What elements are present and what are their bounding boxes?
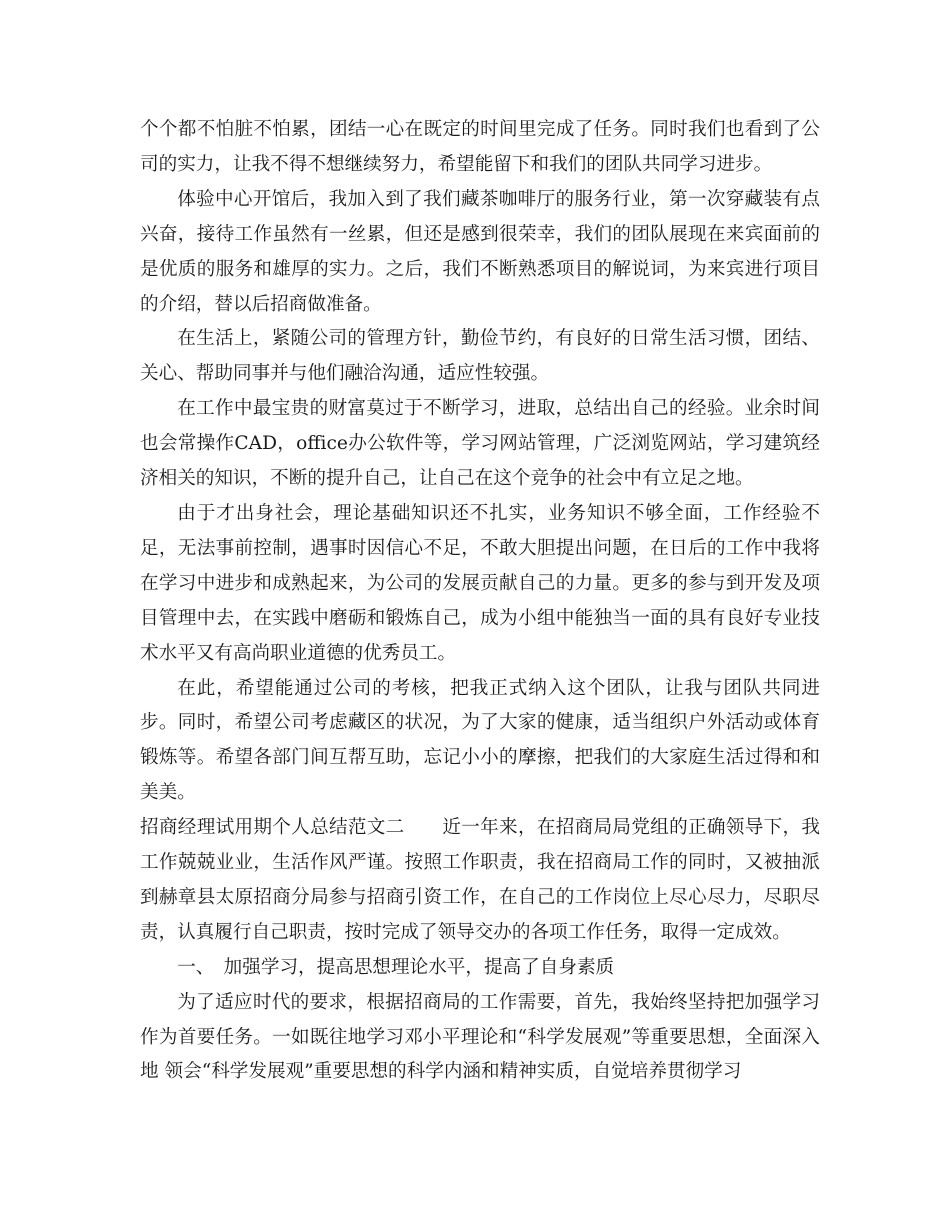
section-heading-1: 一、 加强学习，提高思想理论水平，提高了自身素质 <box>177 956 615 978</box>
paragraph-7-section-title: 招商经理试用期个人总结范文二 近一年来，在招商局局党组的正确领导下，我工作兢兢业业，生活作风严谨。按照工作职责，我在招商局工作的同时，又被抽派到赫章县太原招商分局参与招商引资工作，在自己的工作岗位上尽心尽力，尽职尽责，认真履行自己职责，按时完成了领导交办的各项工作任务，取得一定成效。 <box>140 817 820 943</box>
paragraph-5: 由于才出身社会，理论基础知识还不扎实，业务知识不够全面，工作经验不足，无法事前控制，遇事时因信心不足，不敢大胆提出问题，在日后的工作中我将在学习中进步和成熟起来，为公司的发展贡献自己的力量。更多的参与到开发及项目管理中去，在实践中磨砺和锻炼自己，成为小组中能独当一面的具有良好专业技术水平又有高尚职业道德的优秀员工。 <box>140 502 820 664</box>
paragraph-2: 体验中心开馆后，我加入到了我们藏茶咖啡厅的服务行业，第一次穿藏装有点兴奋，接待工作虽然有一丝累，但还是感到很荣幸，我们的团队展现在来宾面前的是优质的服务和雄厚的实力。之后，我们不断熟悉项目的解说词，为来宾进行项目的介绍，替以后招商做准备。 <box>140 188 820 315</box>
paragraph-3: 在生活上，紧随公司的管理方针，勤俭节约，有良好的日常生活习惯，团结、关心、帮助同事并与他们融洽沟通，适应性较强。 <box>140 328 820 385</box>
paragraph-6: 在此，希望能通过公司的考核，把我正式纳入这个团队，让我与团队共同进步。同时，希望公司考虑藏区的状况，为了大家的健康，适当组织户外活动或体育锻炼等。希望各部门间互帮互助，忘记小小的摩擦，把我们的大家庭生活过得和和美美。 <box>140 677 820 804</box>
document-body <box>140 113 820 1090</box>
paragraph-8: 为了适应时代的要求，根据招商局的工作需要，首先，我始终坚持把加强学习作为首要任务。一如既往地学习邓小平理论和“科学发展观”等重要思想，全面深入地 领会“科学发展观”重要思想的科学内涵和精神实质，自觉培养贯彻学习 <box>140 991 820 1083</box>
paragraph-1: 个个都不怕脏不怕累，团结一心在既定的时间里完成了任务。同时我们也看到了公司的实力，让我不得不想继续努力，希望能留下和我们的团队共同学习进步。 <box>140 119 820 175</box>
paragraph-4: 在工作中最宝贵的财富莫过于不断学习，进取，总结出自己的经验。业余时间也会常操作CAD，office办公软件等，学习网站管理，广泛浏览网站，学习建筑经济相关的知识，不断的提升自己，让自己在这个竞争的社会中有立足之地。 <box>140 398 820 490</box>
